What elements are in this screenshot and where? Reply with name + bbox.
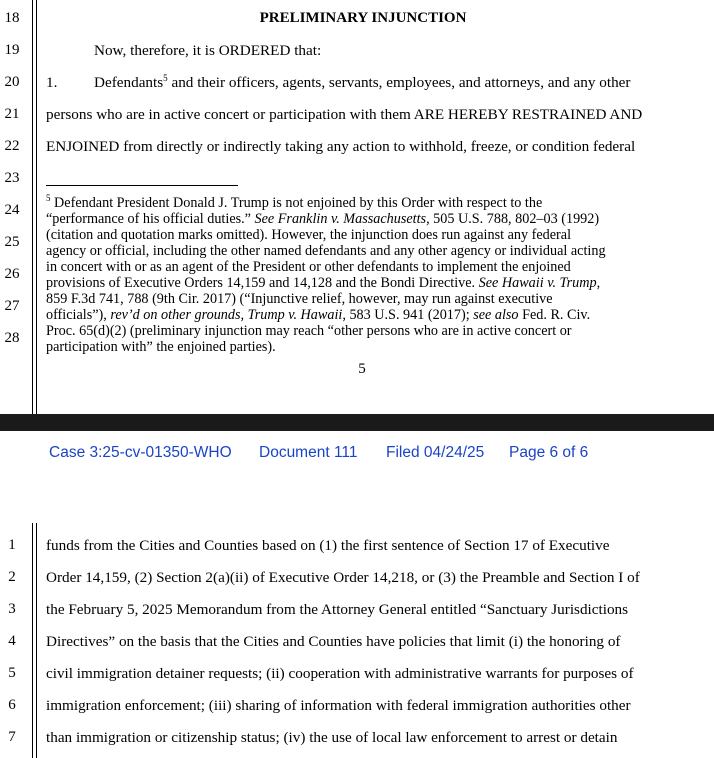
- case-citation: See Franklin v. Massachusetts: [254, 211, 427, 227]
- paragraph-number: 1.: [46, 74, 58, 91]
- footnote-separator: [46, 185, 238, 186]
- paragraph-line: persons who are in active concert or participation with them ARE HEREBY RESTRAINED AND: [46, 106, 643, 123]
- footnote-reference[interactable]: 5: [163, 73, 168, 83]
- page-divider: [0, 414, 714, 431]
- line-number: 18: [4, 10, 20, 26]
- line-number: 3: [8, 601, 16, 617]
- body-line: Directives” on the basis that the Cities and Counties have policies that limit (i) the honoring of: [46, 633, 621, 650]
- line-number: 20: [4, 74, 20, 90]
- header-document-number[interactable]: Document 111: [259, 444, 358, 461]
- footnote-mark: 5: [46, 193, 51, 203]
- header-page-count[interactable]: Page 6 of 6: [509, 444, 589, 461]
- body-line: immigration enforcement; (iii) sharing of information with federal immigration authorities other: [46, 697, 631, 714]
- line-number: 24: [4, 202, 20, 218]
- header-filed-date[interactable]: Filed 04/24/25: [386, 444, 485, 461]
- line-number: 5: [8, 665, 16, 681]
- footnote-line: agency or official, including the other named defendants and any other agency or individual acting: [46, 243, 606, 259]
- line-number: 26: [4, 266, 20, 282]
- page-number: 5: [358, 361, 366, 377]
- line-number: 2: [8, 569, 16, 585]
- body-line: Order 14,159, (2) Section 2(a)(ii) of Executive Order 14,218, or (3) the Preamble and Section I of: [46, 569, 640, 586]
- body-line: civil immigration detainer requests; (ii) cooperation with administrative warrants for purposes of: [46, 665, 634, 682]
- line-number: 6: [8, 697, 16, 713]
- line-number: 7: [8, 729, 16, 745]
- margin-rule: [32, 0, 33, 414]
- line-number: 21: [4, 106, 20, 122]
- line-number: 28: [4, 330, 20, 346]
- line-number: 27: [4, 298, 20, 314]
- footnote-line: 859 F.3d 741, 788 (9th Cir. 2017) (“Injunctive relief, however, may run against executive: [46, 291, 553, 307]
- margin-rule: [32, 523, 33, 758]
- signal-word: see also: [473, 307, 519, 323]
- footnote-line: in concert with or as an agent of the President or other defendants to implement the enjoined: [46, 259, 571, 275]
- paragraph-1-line: [94, 74, 630, 91]
- margin-rule: [36, 523, 37, 758]
- footnote-line: $^5$ Defendant President Donald J. Trump is not enjoined by this Order with respect to the: [46, 193, 543, 211]
- body-line: funds from the Cities and Counties based on (1) the first sentence of Section 17 of Executive: [46, 537, 610, 554]
- line-number: 1: [8, 537, 16, 553]
- body-line: than immigration or citizenship status; (iv) the use of local law enforcement to arrest or detain: [46, 729, 618, 746]
- line-number: 23: [4, 170, 20, 186]
- line-number: 25: [4, 234, 20, 250]
- body-line: the February 5, 2025 Memorandum from the Attorney General entitled “Sanctuary Jurisdictions: [46, 601, 629, 618]
- header-case-number[interactable]: Case 3:25-cv-01350-WHO: [49, 444, 232, 461]
- line-number: 4: [8, 633, 16, 649]
- case-citation: See Hawaii v. Trump: [478, 275, 597, 291]
- line-number: 19: [4, 42, 20, 58]
- footnote-line: participation with” the enjoined parties).: [46, 339, 276, 355]
- footnote-line: “performance of his official duties.” See Franklin v. Massachusetts, 505 U.S. 788, 802–03 (1992): [46, 211, 600, 227]
- page-6-top: [0, 431, 714, 758]
- defendants-word: Defendants: [94, 74, 164, 91]
- case-citation: rev’d on other grounds, Trump v. Hawaii: [110, 307, 343, 323]
- section-title: PRELIMINARY INJUNCTION: [259, 10, 467, 26]
- margin-rule: [36, 0, 37, 414]
- ordered-line: Now, therefore, it is ORDERED that:: [94, 42, 322, 59]
- paragraph-line: ENJOINED from directly or indirectly taking any action to withhold, freeze, or condition federal: [46, 138, 636, 155]
- footnote-line: officials”), rev’d on other grounds, Trump v. Hawaii, 583 U.S. 941 (2017); see also Fed. R. Civ.: [46, 307, 591, 323]
- footnote-line: (citation and quotation marks omitted). However, the injunction does run against any federal: [46, 227, 572, 243]
- footnote-line: provisions of Executive Orders 14,159 and 14,128 and the Bondi Directive. See Hawaii v. Trump,: [46, 275, 601, 291]
- line-number: 22: [4, 138, 20, 154]
- paragraph-text: and their officers, agents, servants, employees, and attorneys, and any other: [167, 74, 631, 91]
- footnote-line: Proc. 65(d)(2) (preliminary injunction may reach “other persons who are in active concert or: [46, 323, 572, 339]
